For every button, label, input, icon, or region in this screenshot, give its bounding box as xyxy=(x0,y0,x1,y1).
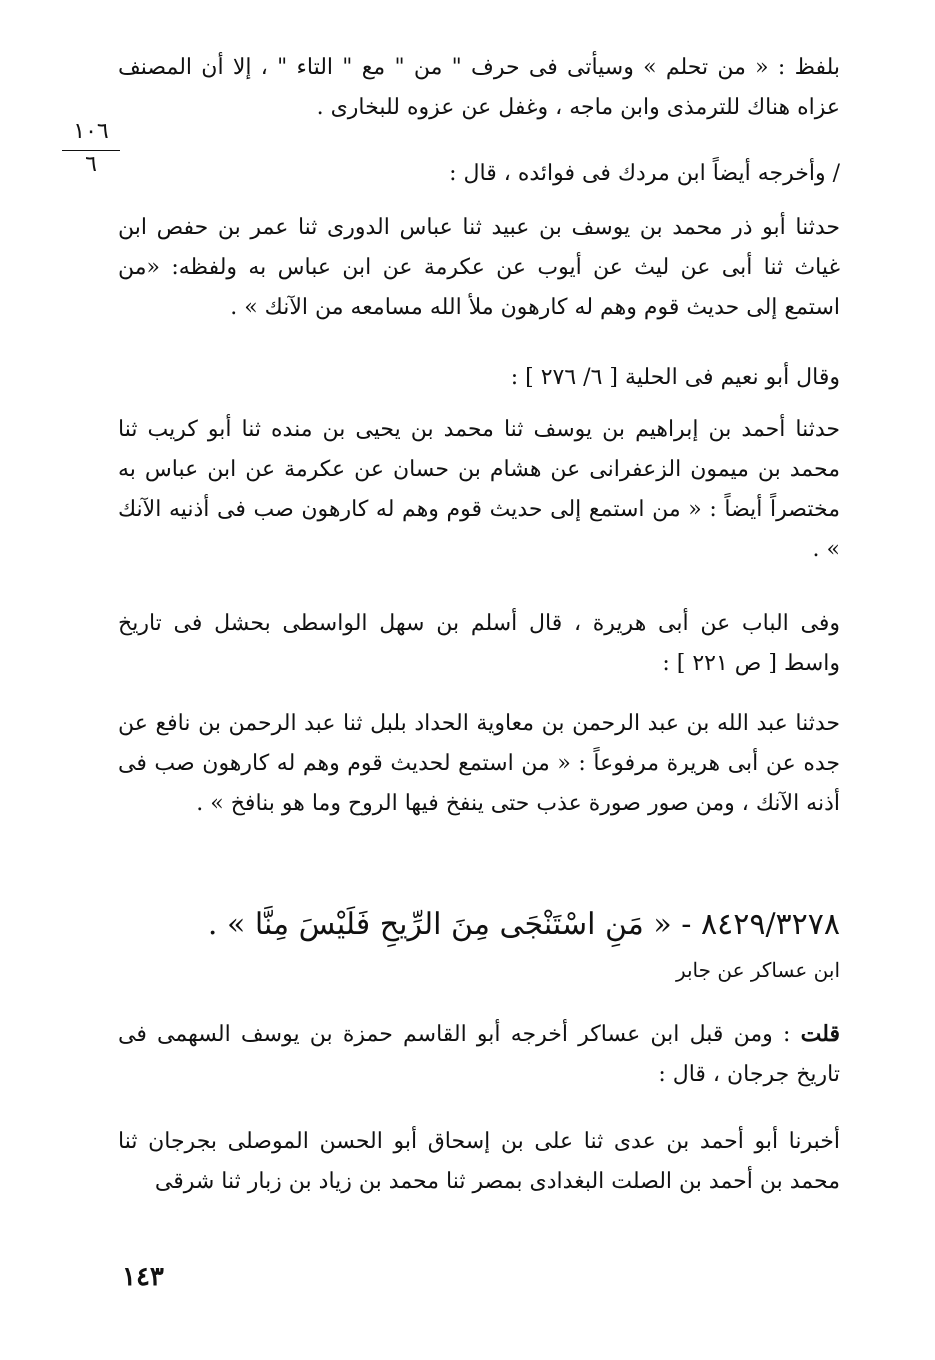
paragraph-8-block xyxy=(118,1014,840,1095)
paragraph-9-block xyxy=(118,1122,840,1202)
paragraph-1-block xyxy=(118,48,840,128)
margin-note-rule xyxy=(62,150,120,151)
hadith-attribution: ابن عساكر عن جابر xyxy=(675,958,840,982)
qultu-label: قلت xyxy=(800,1021,840,1047)
paragraph-2: / وأخرجه أيضاً ابن مردك فى فوائده ، قال : xyxy=(449,161,840,186)
paragraph-6: وفى الباب عن أبى هريرة ، قال أسلم بن سهل الواسطى بحشل فى تاريخ واسط [ ص ٢٢١ ] : xyxy=(118,611,840,676)
paragraph-5-block xyxy=(118,410,840,570)
margin-note-denominator: ٦ xyxy=(85,152,97,177)
paragraph-3: حدثنا أبو ذر محمد بن يوسف بن عبيد ثنا عباس الدورى ثنا عمر بن حفص ابن غياث ثنا أبى عن ليث عن أيوب عن عكرمة عن ابن عباس به ولفظه: «من استمع إلى حديث قوم وهم له كارهون ملأ الله مسامعه من الآنك » . xyxy=(118,215,840,320)
paragraph-2-block xyxy=(118,154,840,194)
paragraph-5: حدثنا أحمد بن إبراهيم بن يوسف ثنا محمد بن يحيى بن منده ثنا أبو كريب ثنا محمد بن ميمون الزعفرانى عن هشام بن حسان عن عكرمة عن ابن عباس به مختصراً أيضاً : « من استمع إلى حديث قوم وهم له كارهون صب فى أذنيه الآنك » . xyxy=(118,417,840,562)
hadith-number: ٨٤٢٩/٣٢٧٨ - xyxy=(681,907,840,942)
paragraph-4-block xyxy=(118,358,840,398)
margin-note-numerator: ١٠٦ xyxy=(73,119,109,144)
paragraph-4: وقال أبو نعيم فى الحلية [ ٦/ ٢٧٦ ] : xyxy=(510,365,840,390)
paragraph-9: أخبرنا أبو أحمد بن عدى ثنا على بن إسحاق أبو الحسن الموصلى بجرجان ثنا محمد بن أحمد بن الصلت البغدادى بمصر ثنا محمد بن زياد بن زبار ثنا شرقى xyxy=(118,1129,840,1194)
margin-folio-note xyxy=(60,118,122,177)
hadith-text: « مَنِ اسْتَنْجَى مِنَ الرِّيحِ فَلَيْسَ مِنَّا » . xyxy=(207,907,672,942)
paragraph-1: بلفظ : « من تحلم » وسيأتى فى حرف " من " مع " التاء " ، إلا أن المصنف عزاه هناك للترمذى وابن ماجه ، وغفل عن عزوه للبخارى . xyxy=(118,55,840,120)
paragraph-8 xyxy=(118,1014,840,1095)
paragraph-6-block xyxy=(118,604,840,684)
hadith-heading xyxy=(118,900,840,950)
paragraph-7: حدثنا عبد الله بن عبد الرحمن بن معاوية الحداد بلبل ثنا عبد الرحمن بن نافع عن جده عن أبى هريرة مرفوعاً : « من استمع لحديث قوم وهم له كارهون صب فى أذنه الآنك ، ومن صور صورة عذب حتى ينفخ فيها الروح وما هو بنافخ » . xyxy=(118,711,840,816)
paragraph-3-block xyxy=(118,208,840,328)
paragraph-7-block xyxy=(118,704,840,824)
paragraph-8-text: : ومن قبل ابن عساكر أخرجه أبو القاسم حمزة بن يوسف السهمى فى تاريخ جرجان ، قال : xyxy=(118,1022,840,1087)
page-number: ١٤٣ xyxy=(122,1262,164,1292)
